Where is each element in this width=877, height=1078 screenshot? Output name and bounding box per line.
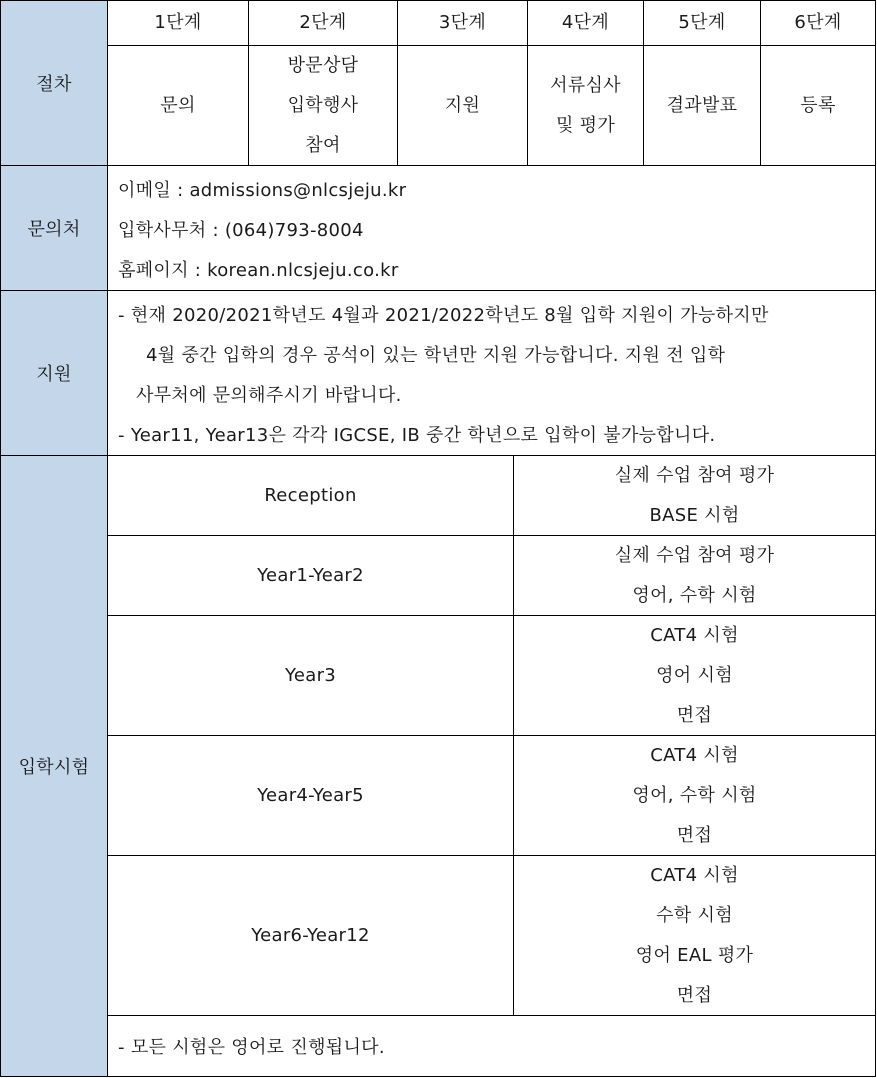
contact-email: 이메일 : admissions@nlcsjeju.kr [118,180,407,201]
exam-note-text: - 모든 시험은 영어로 진행됩니다. [118,1037,385,1058]
exam-test: 영어 EAL 평가 [635,944,754,966]
exam-test: BASE 시험 [649,504,740,526]
stage-2-label: 2단계 [299,12,347,33]
exam-test: CAT4 시험 [650,624,739,646]
stage-2-line: 입학행사 [287,94,359,116]
stage-6-label: 6단계 [794,12,842,33]
stage-2 [248,0,398,46]
exam-test: CAT4 시험 [650,744,739,766]
exam-test: CAT4 시험 [650,864,739,886]
stage-3 [397,0,528,46]
stage-2-line: 방문상담 [287,54,359,76]
exam-test: 면접 [676,704,713,726]
apply-header [0,290,108,456]
stage-3-label: 3단계 [438,12,487,33]
procedure-label: 절차 [36,74,72,95]
exam-grade-year4-5 [107,735,514,856]
apply-label: 지원 [36,364,72,385]
contact-homepage: 홈페이지 : korean.nlcsjeju.co.kr [118,260,399,281]
exam-grade-year1-2 [107,535,514,616]
exam-test: 영어, 수학 시험 [632,584,757,606]
exam-grade-year3 [107,615,514,736]
exam-tests-year6-12 [513,855,876,1016]
apply-line: - 현재 2020/2021학년도 4월과 2021/2022학년도 8월 입학 지원이 가능하지만 [118,305,769,326]
stage-6-desc [760,45,876,166]
exam-label: 입학시험 [18,757,90,778]
stage-4-line: 및 평가 [555,114,616,136]
stage-6-line: 등록 [800,94,836,116]
stage-3-desc [397,45,528,166]
procedure-header [0,0,108,166]
contact-phone: 입학사무처 : (064)793-8004 [118,220,364,241]
exam-header [0,455,108,1077]
stage-4-desc [527,45,644,166]
exam-grade: Year3 [284,664,337,686]
exam-test: 영어 시험 [656,664,733,686]
exam-test: 면접 [676,824,713,846]
exam-grade: Year1-Year2 [257,564,364,586]
stage-1-label: 1단계 [154,12,202,33]
exam-grade-reception [107,455,514,536]
exam-test: 실제 수업 참여 평가 [614,544,775,566]
stage-3-line: 지원 [444,94,481,116]
apply-line: - Year11, Year13은 각각 IGCSE, IB 중간 학년으로 입학이 불가능합니다. [118,425,716,446]
exam-test: 실제 수업 참여 평가 [614,464,775,486]
contact-body [107,165,876,291]
exam-tests-year3 [513,615,876,736]
exam-tests-year4-5 [513,735,876,856]
exam-test: 영어, 수학 시험 [632,784,757,806]
exam-test: 면접 [676,984,713,1006]
apply-body [107,290,876,456]
stage-5-label: 5단계 [678,12,726,33]
stage-4-label: 4단계 [561,12,610,33]
apply-line: 사무처에 문의해주시기 바랍니다. [136,385,402,406]
contact-header [0,165,108,291]
exam-tests-reception [513,455,876,536]
exam-test: 수학 시험 [656,904,733,926]
exam-grade: Year6-Year12 [251,924,370,946]
stage-2-line: 참여 [305,134,341,156]
stage-4 [527,0,644,46]
stage-4-line: 서류심사 [550,74,621,96]
stage-5-line: 결과발표 [666,94,738,116]
stage-5-desc [643,45,761,166]
exam-note [107,1015,876,1077]
stage-1-line: 문의 [160,94,196,116]
stage-1 [107,0,249,46]
stage-6 [760,0,876,46]
contact-label: 문의처 [27,219,81,240]
stage-5 [643,0,761,46]
stage-1-desc [107,45,249,166]
exam-grade-year6-12 [107,855,514,1016]
stage-2-desc [248,45,398,166]
apply-line: 4월 중간 입학의 경우 공석이 있는 학년만 지원 가능합니다. 지원 전 입학 [146,345,726,366]
exam-grade: Reception [264,484,357,506]
exam-tests-year1-2 [513,535,876,616]
exam-grade: Year4-Year5 [257,784,364,806]
